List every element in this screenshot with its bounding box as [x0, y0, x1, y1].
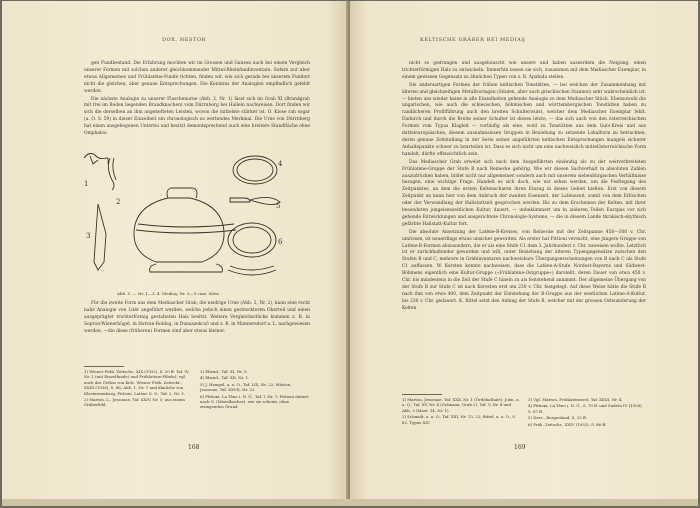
running-head-right: KELTISCHE GRÄBER BEI MEDIAŞ [420, 37, 526, 43]
footnote: 6) Präh. Zeitschr., XXIV (1933), S. 86 ff. [528, 421, 607, 427]
footnote-rule [402, 394, 442, 395]
paragraph: Die absolute Ansetzung der Latène-B-Kreises, von Reinecke mit der Zeitspanne 450—300 v. Chr. umrissen, ist neuerdings etwas unsicher geworden. Als erster hat Pittioni versucht, eine jüngere Gruppe von Latène-B-Formen abzusondern, die er als eine Stufe C1 dem 3. Jahrhundert v. Chr. zuweisen wollte. Letztlich ist er zurückhaltender geworden und will, unter Beziehung der älteren Typengegensätze zwischen den Stufen B und C, mehrere in Grabinventaren nachweisbare Übergangserscheinungen von B nach C als Stufe C1 auffassen. W. Kersten konnte nachweisen, dass die Latène-A-Stufe Nordost-Bayerns und Südwest-Böhmens eigentlich eine Kultur-Gruppe (»Frühlatène-Ostgruppe«) darstellt, deren Dauer von etwa 450 v. Chr. bis mindestens in die Zeit der Stufe C hinein zu als feststehend annimmt. Der allgemeine Übergang von der Stufe B zur Stufe C ist nach Keresten erst um 230 v. Chr. festgelegt. Auf diese Weise hätte die Stufe B nach ihm von etwa 400, dem Zeitpunkt der Entstehung der B-Gruppe aus der westlichen Latène-A-Kultur, bis 230 v. Chr. gedauert. K. Bittel setzt den Anfang der Stufe B, welcher mit der grossen Ostwanderung der Kelten [402, 229, 646, 311]
paragraph: gen Fundbestand. Die Erfahrung mochten wir im Grossen und Ganzen auch bei einem Vergleich unserer Formen mit solchen anderer gleichkommender Mittel-Rheinfundinventare. Sofern nur aber etwas Allgemeines und Frühlatène-Funde richten, finden wir, wie sich gerade bei unserem Fundort nicht die gleichen, aber genaue Entsprechungen. Die Kenntnis der Analogien empfindlich gefehlt werden. [84, 61, 310, 94]
page-bottom-edge [2, 499, 698, 506]
footnote: 1) Wiener Präh. Zeitschr., XIX (1932), S. 20 ff. Taf. IV, Nr. 1 (mit Einzelfunde) und Frühlatène-Fibeln); vgl. auch das Gefäss von Kelc. Wiener Präh. Zeitschr., XXIII (1936), S. 88, Abb. 1, Nr. 1 und ähnliche von Klosterneuburg, Pittioni, Latène S. O., Taf. 2, Nr. 5. [84, 369, 190, 396]
ring-drawing [233, 156, 277, 184]
fig-label-6: 6 [278, 238, 283, 246]
footnote-rule [84, 366, 124, 367]
footnotes-right-col [200, 369, 310, 411]
left-text-bottom [84, 301, 310, 336]
right-page [350, 1, 698, 506]
figure-drawing [80, 146, 294, 289]
fig-label-5: 5 [276, 202, 281, 210]
fig-label-2: 2 [116, 198, 121, 206]
right-text [402, 61, 646, 313]
footnote: 3) Ebend., Taf. XI, Nr. 5. [200, 369, 248, 374]
paragraph: nicht so gedrungen und ausgebauscht wie unsere und haben ausserdem die Neigung, einen trichterförmigen Hals zu entwickeln. Immerhin lassen sie sich, zusammen mit dem Mediascher Exemplar, in einem gewissen Gegensatz zu ähnlichen Typen von z. B. Apahida stellen. [402, 61, 646, 80]
spearhead-drawing [94, 204, 106, 270]
running-head-left: DOX. NESTOR [162, 37, 207, 43]
fig-label-1: 1 [84, 180, 89, 188]
book-spread [2, 1, 698, 506]
page-number-right: 169 [514, 444, 526, 451]
left-page [2, 1, 348, 506]
paragraph: Die nächste Analogie zu unserer Flaschenurne (Abb. 2, Nr. 1) lässt sich im Grab XI (Brandgrab mit frei im Boden liegenden Brandknochen) vom Dürrnberg bei Hallein nachweisen. Dort finden wir sich die derselben an ihm angehefteten Leisten, wovon die mittelste stärker ist. O. Klose rah sogar (a. O. S. 59) in dieser Einzelheit ein chronologisch zu wertendes Merkmal. Die Urne von Dürrnberg hat einen ausgebogenen Untertei und besitzt dementsprechend auch eine breitere Standfläche ohne Omphalos. [84, 96, 310, 137]
paragraph: Die andersartigen Formen der frühen keltischen Tonstätten, — bei welchen der Zusammenhang mit älteren und gleichzeitigen Metallvorlagen (Situlen, aber auch griechischen Stamnoi) sehr wahrscheinlich ist, — bieten uns wieder keine in alle Einzelheiten gehende Analogie zu dem Mediascher Stück. Ebensowohl die ungarischen, wie auch die schlesischen, böhmischen und württembergischen Tonstätten haben zu randlicheren Profilführung auch den breiten Schulterwulst, welcher dem Mediascher Exemplar fehlt. Dadurch und durch die Breite seiner Schulter ist dieses letzte, — das sich auch von den österreichischen Formen vom Typus Klagleit — vorläufig als eine, wohl zu Tonstätten aus dem Guts-Kreis und aus mitteleuropäischen, diesem ausnahmslosen Gruppen in Beziehung zu setzende Lokalform zu betrachten, deren genaue Zeitstellung in der Serie seiner angeführten keltischen Entsprechungen mangels sicherer Anhaltspunkte schwer zu beurteilen ist. Dass es sich nicht um eine nachweislich mittelösterreichische Form handelt, dürfte offensichtlich sein. [402, 82, 646, 157]
figure-artifacts [80, 146, 294, 289]
footnote: 3) Vgl. Márton, Frühlatènezeit, Taf. XXIII, Nr. 4. [528, 397, 623, 402]
paragraph: Das Mediascher Grab erweist sich nach dem Ausgeführten eindeutig als zu der weitverbreiteten Frühlatène-Gruppe der Stufe B nach Reinecke gehörig. Wie wir diesen Sachverhalt in absoluten Zahlen auszudrücken haben, bildet nicht nur allgemeiner, sondern auch mit unserem siebenbürgischen Verhältnisse bezogen, eine wichtige Frage. Handelt es sich doch, wie wir sehen werden, um die Festlegung des Zeitpunktes, an dem die ersten Keltenscharen ihren Einzug in dieses Gebiet hielten. Erst von diesem Zeitpunkt an kann hier von dem Anbruch der zweiten Eisenzeit, der Latènezeit, somit von dem Erlöschen oder der Verwandlung der Hallstattzeit gesprochen werden. Bis zu dem Erscheinen der Kelten, mit ihrer besonderen jungeisenzeitlichen Kultur, dauert, — unbekümmert um in anderen Teilen Europas vor sich gehende Entwicklungen und ausgerichtete Chronologie-Systeme, — die in diesem Lande thrakisch-skythisch gefärbte Hallstatt-Kultur fort. [402, 159, 646, 227]
fibula-drawing [84, 153, 108, 164]
footnotes-right-col [528, 397, 646, 428]
urn-neck [167, 188, 197, 198]
page-number-left: 168 [188, 444, 200, 451]
urn-body [134, 198, 224, 262]
footnote: 2) Marton, L., Jessonae, Taf. XXIV, Nr. 5; aus einem Gräberfeld. [84, 397, 185, 408]
footnote: 4) Pittioni, La Tène i. N. Ö., S. 70 ff. und Sudeta IV (1928), S. 87 ff. [528, 403, 643, 414]
footnotes-left-col [84, 369, 192, 409]
paragraph: Für die zweite Form aus dem Mediascher Grab, die niedrige Urne (Abb. 2, Nr. 2), kann eine recht nahe Analogie von Litér angeführt werden, welche jedoch einen gestreckteren Oberteil und einen ausgeprägter trichterförmig gestalteten Hals besitzt. Weitere Vergleichsstücke kommen z. B. in Sopron-Wienerhügel, in Hatvan-Boldog, in Dunaszekcső und z. B. in Mannersdorf a. L. nachgewiesen werden, —die diese (früheren) Formen sind aber etwas kleiner. [84, 301, 310, 334]
footnote: 5) J. Hampel, a. a. O., Taf. LIX, Nr. 22; Márton, Jessonae, Taf. XXVII, Nr. 22. [200, 381, 292, 393]
footnote: 2) Schmidt, a. a. O., Taf. XIII, Nr. 13, 22; Bittel, a. a. O., S. 82, Typus XIV. [402, 414, 517, 425]
footnote: 6) Pittioni, La Tène i. N. Ö., Taf. I, Nr. 7; Pittioni datiert nach G. (Mistelbacher). wie sie scheint, ohne zwingenden Grund. [200, 393, 309, 410]
footnote: 1) Marton, Jessonae, Taf. XXX, Nr. 1 (Ördöballsárt); John, a. a. O., Taf. XV, Nr. 4 (Gohnaun, Grab 2), Taf. V, Nr. 4 und Abb. 3 (Mast. 14, Nr. 1). [402, 397, 520, 413]
figure-caption: Abb. 5. — Nr. 1—3, 4. Mediaş; Nr. 5—5 cum. Silex. [117, 291, 220, 296]
fig-label-3: 3 [86, 232, 91, 240]
footnote: 5) Ders., Burgenland, S. 23 ff. [528, 415, 587, 421]
left-text-top [84, 61, 310, 138]
fig-label-4: 4 [278, 160, 283, 168]
footnote: 4) Ebend., Taf. XII, Nr. 1. [200, 375, 250, 381]
footnotes-left-col [402, 397, 520, 426]
